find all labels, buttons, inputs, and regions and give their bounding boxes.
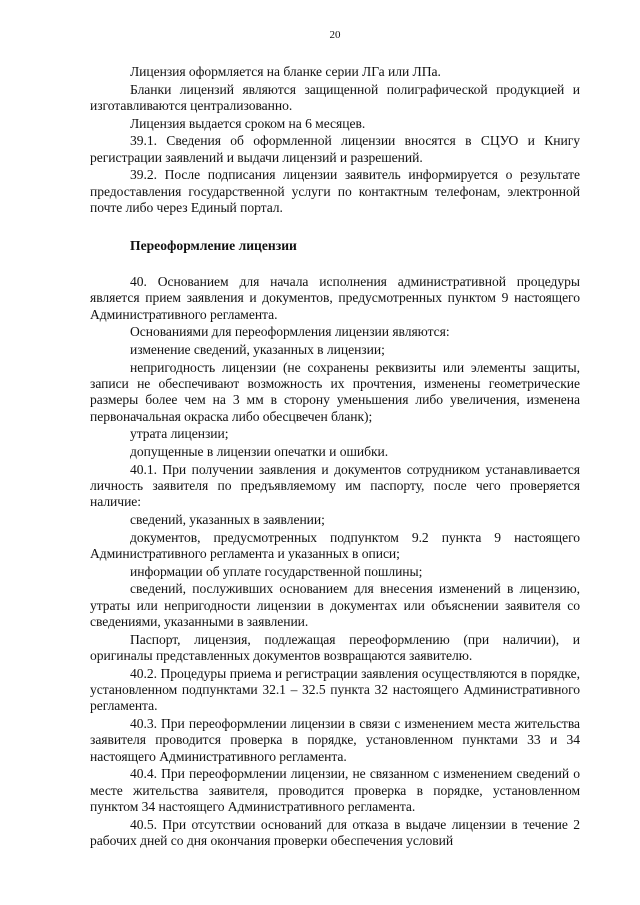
paragraph: сведений, послуживших основанием для внесения изменений в лицензию, утраты или непригодности лицензии в документах или объяснении заявителя со сведениями, указанными в заявлении. [90,581,580,629]
paragraph: документов, предусмотренных подпунктом 9.2 пункта 9 настоящего Административного регламента и указанных в описи; [90,529,580,561]
paragraph: непригодность лицензии (не сохранены реквизиты или элементы защиты, записи не обеспечивают возможность их прочтения, изменены геометрические размеры более чем на 3 мм в сторону уменьшения либо увеличения, изменена первоначальная окраска либо обесцвечен бланк); [90,359,580,424]
paragraph: Основаниями для переоформления лицензии являются: [130,324,450,340]
paragraph: сведений, указанных в заявлении; [130,512,325,527]
paragraph: 40. Основанием для начала исполнения административной процедуры является прием заявления и документов, предусмотренных пунктом 9 настоящего Административного регламента. [90,274,580,322]
document-page [90,28,580,851]
paragraph: изменение сведений, указанных в лицензии; [130,342,385,357]
page-number: 20 [329,29,341,41]
paragraph: 39.1. Сведения об оформленной лицензии вносятся в СЦУО и Книгу регистрации заявлений и выдачи лицензий и разрешений. [90,133,580,165]
paragraph: Лицензия оформляется на бланке серии ЛГа или ЛПа. [130,64,441,79]
section-license-reissue [90,274,580,850]
paragraph: 40.4. При переоформлении лицензии, не связанном с изменением сведений о месте жительства заявителя, проводится проверка в порядке, установленном пунктом 34 настоящего Административного регламента. [90,766,580,815]
paragraph: Бланки лицензий являются защищенной полиграфической продукцией и изготавливаются централизованно. [90,81,580,113]
paragraph: Лицензия выдается сроком на 6 месяцев. [130,115,366,131]
paragraph: утрата лицензии; [130,426,229,442]
paragraph: Паспорт, лицензия, подлежащая переоформлению (при наличии), и оригиналы представленных документов возвращаются заявителю. [90,631,580,663]
paragraph: 40.5. При отсутствии оснований для отказа в выдаче лицензии в течение 2 рабочих дней со дня окончания проверки обеспечения условий [90,816,580,849]
paragraph: 39.2. После подписания лицензии заявитель информируется о результате предоставления государственной услуги по контактным телефонам, электронной почте либо через Единый портал. [90,167,580,215]
spacer [90,218,580,232]
paragraph: 40.3. При переоформлении лицензии в связи с изменением места жительства заявителя проводится проверка в порядке, установленном пунктами 33 и 34 настоящего Административного регламента. [90,716,580,764]
paragraph: допущенные в лицензии опечатки и ошибки. [130,444,389,459]
paragraph: 40.1. При получении заявления и документов сотрудником устанавливается личность заявителя по предъявляемому им паспорту, после чего проверяется наличие: [90,461,580,510]
section-heading: Переоформление лицензии [130,237,297,253]
paragraph: информации об уплате государственной пошлины; [130,563,423,579]
paragraph: 40.2. Процедуры приема и регистрации заявления осуществляются в порядке, установленном подпунктами 32.1 – 32.5 пункта 32 настоящего Административного регламента. [90,665,580,714]
section-license-issuance [90,64,580,216]
